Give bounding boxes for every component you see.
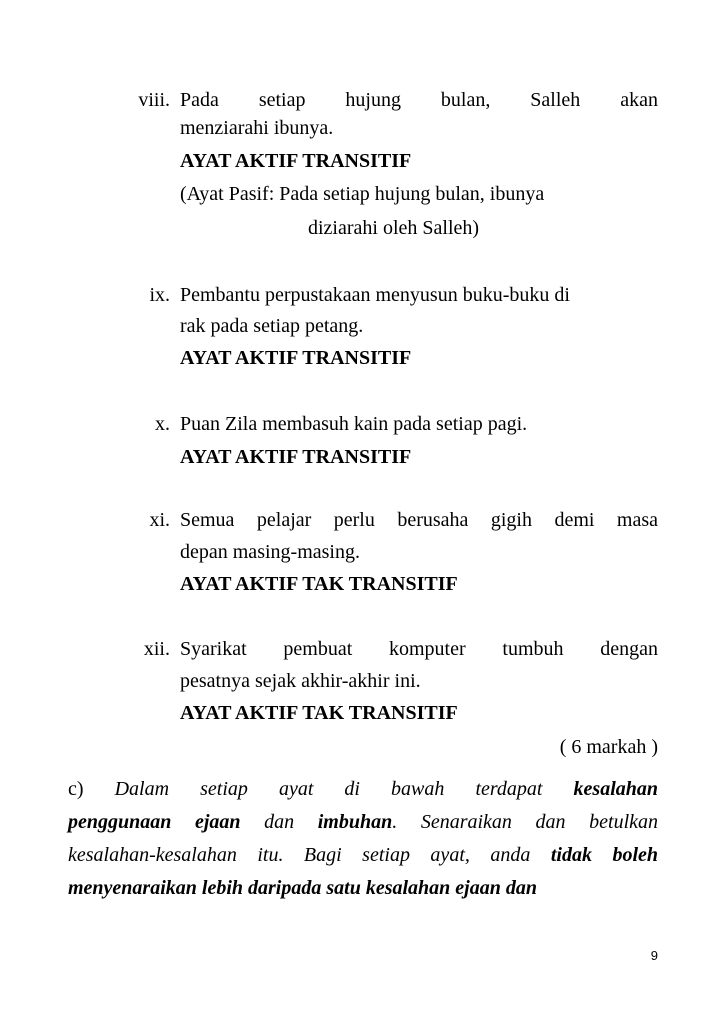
instruction-emphasis: imbuhan [317, 811, 393, 833]
instruction-text: dan [264, 811, 295, 833]
instruction-line-2 [68, 808, 658, 836]
instruction-line-3 [68, 841, 658, 869]
question-line: menziarahi ibunya. [180, 117, 334, 139]
question-line: pesatnya sejak akhir-akhir ini. [180, 670, 421, 692]
instruction-line-1 [68, 775, 658, 803]
question-line: Pada setiap hujung bulan, Salleh akan [180, 89, 658, 111]
answer-label: AYAT AKTIF TRANSITIF [180, 446, 412, 468]
instruction-emphasis: tidak boleh [550, 844, 658, 866]
item-numeral: xi. [149, 509, 170, 531]
section-label: c) [68, 778, 84, 800]
question-line: rak pada setiap petang. [180, 315, 364, 337]
answer-label: AYAT AKTIF TAK TRANSITIF [180, 702, 458, 724]
instruction-emphasis: penggunaan ejaan [68, 811, 241, 833]
instruction-text: Dalam setiap ayat di bawah terdapat [114, 778, 543, 800]
item-numeral: viii. [138, 89, 170, 111]
item-numeral: ix. [149, 284, 170, 306]
passive-note: (Ayat Pasif: Pada setiap hujung bulan, ibunya [180, 183, 545, 205]
question-line: Semua pelajar perlu berusaha gigih demi masa [180, 509, 658, 531]
item-numeral: x. [155, 413, 170, 435]
question-line: Syarikat pembuat komputer tumbuh dengan [180, 638, 658, 660]
instruction-text: . Senaraikan dan betulkan [392, 811, 658, 833]
instruction-emphasis: menyenaraikan lebih daripada satu kesalahan ejaan dan [68, 877, 537, 899]
question-line: Puan Zila membasuh kain pada setiap pagi. [180, 413, 528, 435]
passive-note: diziarahi oleh Salleh) [308, 217, 480, 239]
item-numeral: xii. [143, 638, 170, 660]
question-line: depan masing-masing. [180, 541, 360, 563]
answer-label: AYAT AKTIF TAK TRANSITIF [180, 573, 458, 595]
answer-label: AYAT AKTIF TRANSITIF [180, 150, 412, 172]
instruction-text: kesalahan-kesalahan itu. Bagi setiap ayat, anda [68, 844, 531, 866]
page-number: 9 [650, 948, 658, 963]
answer-label: AYAT AKTIF TRANSITIF [180, 347, 412, 369]
marks-label: ( 6 markah ) [559, 736, 658, 758]
instruction-line-4 [68, 874, 658, 902]
question-line: Pembantu perpustakaan menyusun buku-buku di [180, 284, 570, 306]
instruction-emphasis: kesalahan [573, 778, 659, 800]
